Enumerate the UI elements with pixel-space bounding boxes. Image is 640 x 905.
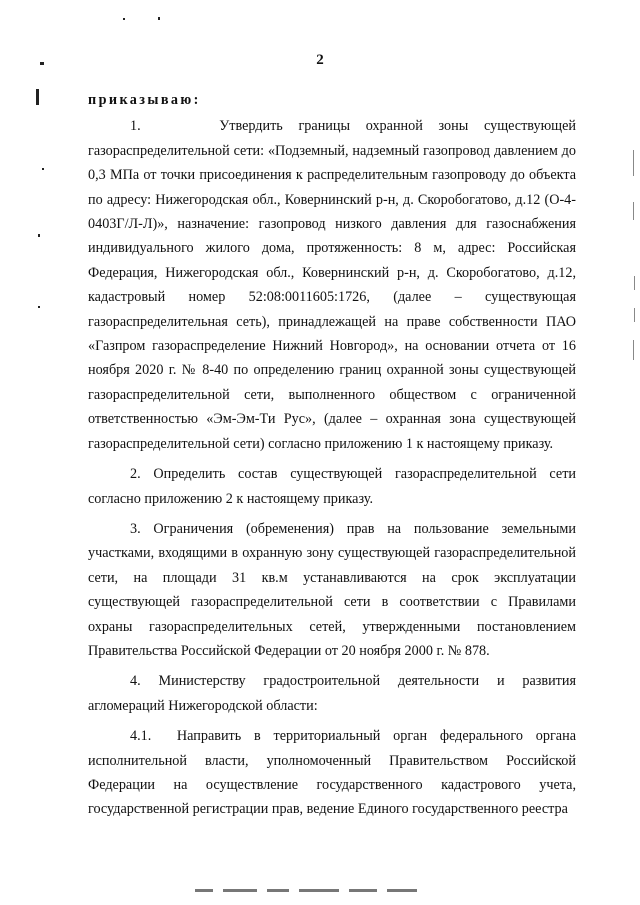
scan-artifact: [36, 89, 39, 105]
scan-artifact: [42, 168, 44, 170]
scan-artifact-strip: [195, 889, 417, 893]
scan-artifact: [38, 306, 40, 308]
scan-artifact: [38, 234, 40, 237]
scan-artifact: [633, 340, 634, 360]
order-heading: приказываю:: [88, 92, 201, 108]
paragraph-4-1: 4.1. Направить в территориальный орган федерального органа исполнительной власти, уполномоченный Правительством Российской Федерации на осуществление государственного кадастрового учета, государственной регистрации прав, ведение Единого государственного реестра: [88, 728, 576, 818]
paragraph-2: 2. Определить состав существующей газораспределительной сети согласно приложению 2 к настоящему приказу.: [88, 466, 576, 507]
scan-artifact: [123, 18, 125, 20]
scan-artifact: [158, 17, 160, 20]
scan-artifact: [634, 276, 635, 290]
paragraph-1: 1. Утвердить границы охранной зоны существующей газораспределительной сети: «Подземный, надземный газопровод давлением до 0,3 МПа от точки присоединения к распределительным газопроводу до объекта по адресу: Нижегородская обл., Ковернинский р-н, д. Скоробогатово, д.12 (О-4-0403Г/Л-Л)», назначение: газопровод низкого давления для газоснабжения индивидуального жилого дома, протяженность: 8 м, адрес: Российская Федерация, Нижегородская обл., Ковернинский р-н, д. Скоробогатово, д.12, кадастровый номер 52:08:0011605:1726, (далее – существующая газораспределительная сеть), принадлежащей на праве собственности ПАО «Газпром газораспределение Нижний Новгород», на основании отчета от 16 ноября 2020 г. № 8-40 по определению границ охранной зоны существующей газораспределительной сети, выполненного обществом с ограниченной ответственностью «Эм-Эм-Ти Рус», (далее – охранная зона существующей газораспределительной сети) согласно приложению 1 к настоящему приказу.: [88, 118, 576, 452]
paragraph-3: 3. Ограничения (обременения) прав на пользование земельными участками, входящими в охранную зону существующей газораспределительной сети, на площади 31 кв.м устанавливаются на срок эксплуатации существующей газораспределительной сети в соответствии с Правилами охраны газораспределительных сетей, утвержденными постановлением Правительства Российской Федерации от 20 ноября 2000 г. № 878.: [88, 520, 576, 659]
page-number: 2: [316, 52, 324, 68]
scan-artifact: [634, 308, 635, 322]
scan-artifact: [633, 150, 634, 176]
paragraph-4: 4. Министерству градостроительной деятельности и развития агломераций Нижегородской области:: [88, 673, 576, 714]
scan-artifact: [633, 202, 634, 220]
document-body: [88, 88, 576, 828]
